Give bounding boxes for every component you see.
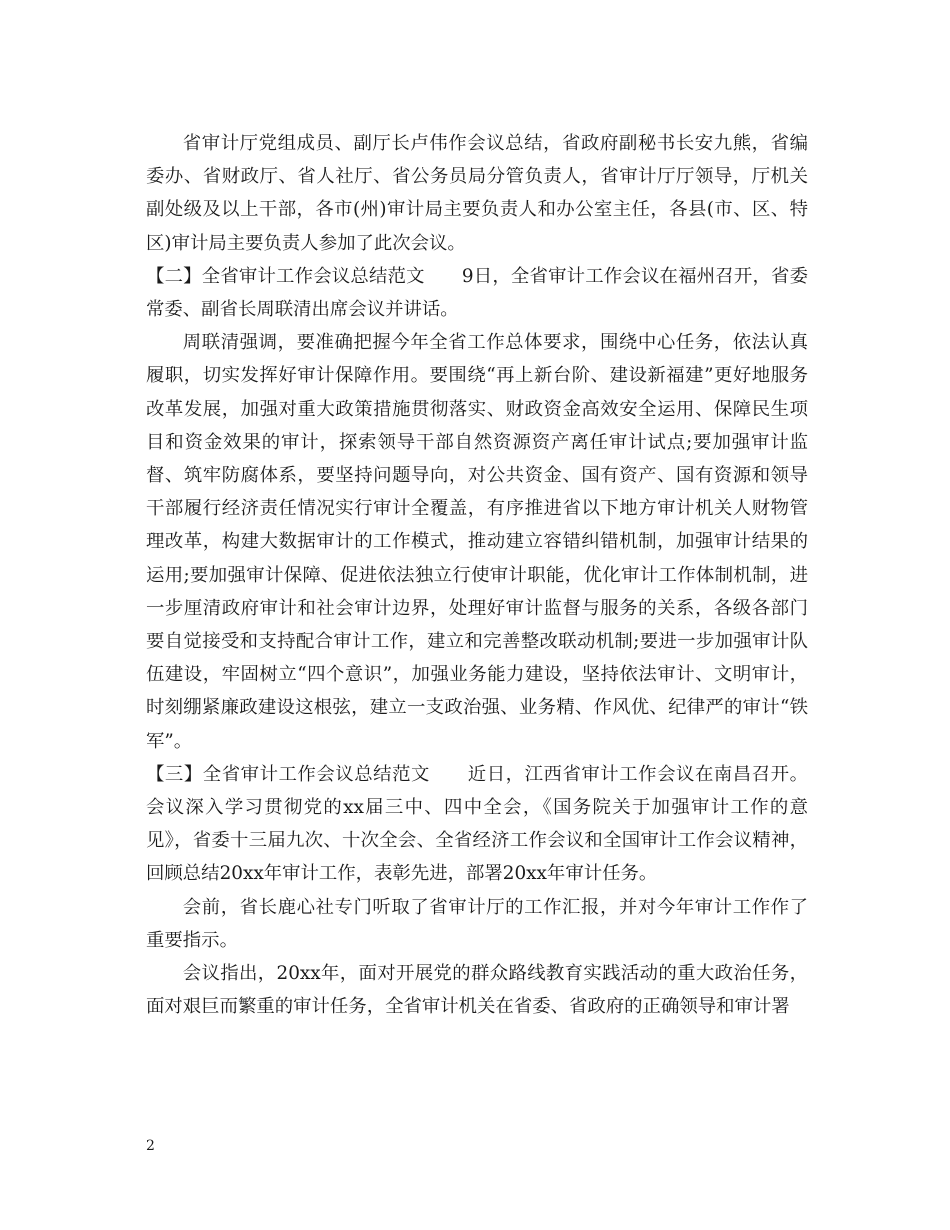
paragraph-pre-meeting: 会前，省长鹿心社专门听取了省审计厅的工作汇报，并对今年审计工作作了重要指示。 <box>146 896 808 951</box>
paragraph-zhou-speech: 周联清强调，要准确把握今年全省工作总体要求，围绕中心任务，依法认真履职，切实发挥好审计保障作用。要围绕“再上新台阶、建设新福建”更好地服务改革发展，加强对重大政策措施贯彻落实、财政资金高效安全运用、保障民生项目和资金效果的审计，探索领导干部自然资源资产离任审计试点;要加强审计监督、筑牢防腐体系，要坚持问题导向，对公共资金、国有资产、国有资源和领导干部履行经济责任情况实行审计全覆盖，有序推进省以下地方审计机关人财物管理改革，构建大数据审计的工作模式，推动建立容错纠错机制，加强审计结果的运用;要加强审计保障、促进依法独立行使审计职能，优化审计工作体制机制，进一步厘清政府审计和社会审计边界，处理好审计监督与服务的关系，各级各部门要自觉接受和支持配合审计工作，建立和完善整改联动机制;要进一步加强审计队伍建设，牢固树立“四个意识”，加强业务能力建设，坚持依法审计、文明审计，时刻绷紧廉政建设这根弦，建立一支政治强、业务精、作风优、纪律严的审计“铁军”。 <box>146 332 808 752</box>
paragraph-section-three-heading: 【三】全省审计工作会议总结范文 近日，江西省审计工作会议在南昌召开。会议深入学习贯彻党的xx届三中、四中全会，《国务院关于加强审计工作的意见》，省委十三届九次、十次全会、全省经济工作会议和全国审计工作会议精神，回顾总结20xx年审计工作，表彰先进，部署20xx年审计任务。 <box>146 763 808 885</box>
paragraph-meeting-summary: 省审计厅党组成员、副厅长卢伟作会议总结，省政府副秘书长安九熊，省编委办、省财政厅、省人社厅、省公务员局分管负责人，省审计厅厅领导，厅机关副处级及以上干部，各市(州)审计局主要负责人和办公室主任，各县(市、区、特区)审计局主要负责人参加了此次会议。 <box>146 133 808 254</box>
paragraph-meeting-review: 会议指出，20xx年，面对开展党的群众路线教育实践活动的重大政治任务，面对艰巨而繁重的审计任务，全省审计机关在省委、省政府的正确领导和审计署 <box>146 963 808 1018</box>
page-number: 2 <box>146 1138 155 1154</box>
paragraph-section-two-heading: 【二】全省审计工作会议总结范文 9日，全省审计工作会议在福州召开，省委常委、副省长周联清出席会议并讲话。 <box>146 265 808 321</box>
document-body <box>146 127 808 1023</box>
